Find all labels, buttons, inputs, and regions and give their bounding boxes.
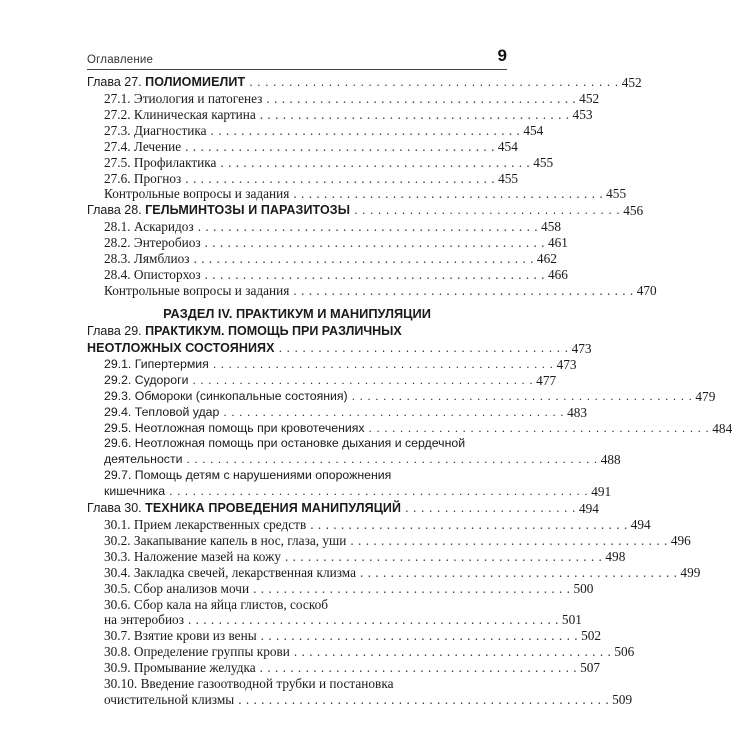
dot-leader: . . . . . . . . . . . . . . . . . . . . . . . . . . . . . . . . . . . . . . . . . . . . . (193, 251, 534, 267)
item-title: 27.2. Клиническая картина (104, 106, 256, 122)
chapter-label: Глава 27. (87, 75, 142, 89)
page-ref: 461 (547, 235, 568, 251)
chapter-label: Глава 30. (87, 501, 142, 516)
chapter-label: Глава 28. (87, 203, 142, 218)
toc-item[interactable] (87, 219, 561, 235)
page-ref: 507 (580, 660, 601, 676)
item-title: 27.5. Профилактика (104, 154, 217, 170)
item-title: 27.4. Лечение (104, 138, 182, 154)
toc-item[interactable] (87, 282, 657, 299)
toc-item[interactable] (87, 372, 557, 389)
toc-page (87, 46, 732, 708)
toc-item-30-10-line1[interactable]: 30.10. Введение газоотводной трубки и постановка (104, 676, 394, 692)
item-title: 29.4. Тепловой удар (104, 404, 220, 419)
toc-item[interactable] (87, 235, 568, 251)
item-title: 30.3. Наложение мазей на кожу (104, 548, 281, 564)
item-title: 28.1. Аскаридоз (104, 219, 194, 235)
dot-leader: . . . . . . . . . . . . . . . . . . . . . . . . . . . . . . . . . . . . . . . . . . . . (223, 404, 565, 419)
dot-leader: . . . . . . . . . . . . . . . . . . . . . . . . . . . . . . . . . . . . . . . . . (185, 170, 496, 186)
dot-leader: . . . . . . . . . . . . . . . . . . . . . . . . . . . . . . . . . . . . . . . . . (210, 122, 521, 138)
page-ref: 499 (680, 564, 701, 580)
page-ref: 494 (578, 501, 599, 517)
dot-leader: . . . . . . . . . . . . . . . . . . . . . . . . . . . . . . . . . . . . . . . . . (266, 91, 577, 106)
toc-item[interactable] (87, 628, 602, 644)
item-title: 27.1. Этиология и патогенез (104, 91, 263, 106)
item-title: 30.1. Прием лекарственных средств (104, 517, 307, 533)
toc-item[interactable] (87, 420, 732, 437)
running-title: Оглавление (87, 54, 154, 66)
page-ref: 452 (621, 75, 642, 90)
chapter-title-line2: НЕОТЛОЖНЫХ СОСТОЯНИЯХ (87, 340, 275, 355)
toc-item-29-7-line2[interactable] (87, 484, 612, 500)
dot-leader: . . . . . . . . . . . . . . . . . . . . . . . . . . . . . . . . . . . . . . . . . . (360, 564, 678, 580)
page-ref: 473 (556, 356, 577, 372)
toc-item[interactable] (87, 122, 544, 139)
toc-item[interactable] (87, 564, 701, 581)
page-ref: 484 (712, 420, 732, 436)
item-title: 27.3. Диагностика (104, 122, 207, 138)
item-title: 30.7. Взятие крови из вены (104, 628, 257, 644)
page-ref: 455 (533, 154, 554, 170)
toc-item-30-6-line1[interactable]: 30.6. Сбор кала на яйца глистов, соскоб (104, 596, 329, 612)
page-ref: 462 (536, 251, 557, 267)
item-title: 30.2. Закапывание капель в нос, глаза, уши (104, 532, 347, 548)
page-ref: 496 (670, 532, 691, 548)
chapter-title-line1: ПРАКТИКУМ. ПОМОЩЬ ПРИ РАЗЛИЧНЫХ (145, 323, 402, 338)
dot-leader: . . . . . . . . . . . . . . . . . . . . . . . . . . . . . . . . . . . . . . . . . . (350, 532, 668, 548)
dot-leader: . . . . . . . . . . . . . . . . . . . . . . . . . . . . . . . . . . . . . . . . . . . . . . . . . . . . . (186, 452, 598, 467)
toc-item[interactable] (87, 186, 627, 202)
page-ref: 455 (498, 170, 519, 186)
dot-leader: . . . . . . . . . . . . . . . . . . . . . . . . . . . . . . . . . . . . . . . . . . (259, 660, 578, 676)
item-title: деятельности (104, 452, 183, 467)
dot-leader: . . . . . . . . . . . . . . . . . . . . . . . . . . . . . . . . . . . . . . . . . (185, 138, 495, 154)
toc-item-29-7-line1[interactable]: 29.7. Помощь детям с нарушениями опорожнения (104, 468, 392, 483)
toc-item[interactable] (87, 644, 635, 660)
toc-item[interactable] (87, 251, 557, 267)
toc-item[interactable] (87, 267, 568, 283)
dot-leader: . . . . . . . . . . . . . . . . . . . . . . . . . . . . . . . . . . . . . . . . . . . . (212, 356, 554, 371)
page-number: 9 (497, 46, 507, 65)
page-ref: 454 (497, 138, 518, 154)
item-title: 29.5. Неотложная помощь при кровотечениях (104, 420, 365, 435)
toc-item[interactable] (87, 356, 577, 373)
page-ref: 466 (548, 267, 568, 283)
dot-leader: . . . . . . . . . . . . . . . . . . . . . . . . . . . . . . . . . . . . . . . . . . . . . . . (249, 75, 619, 89)
chapter-title: ПОЛИОМИЕЛИТ (145, 75, 246, 89)
item-title: на энтеробиоз (104, 612, 184, 628)
item-title: 28.2. Энтеробиоз (104, 235, 201, 251)
item-title: 27.6. Прогноз (104, 170, 182, 186)
toc-item[interactable] (87, 517, 651, 533)
page-header (87, 46, 507, 66)
page-ref: 452 (579, 91, 600, 106)
chapter-27-entry[interactable] (87, 74, 642, 91)
toc-item-30-6-line2[interactable] (87, 612, 582, 628)
dot-leader: . . . . . . . . . . . . . . . . . . . . . . . . . . . . . . . . . . (354, 203, 621, 218)
page-ref: 455 (606, 186, 627, 202)
page-ref: 494 (630, 517, 651, 533)
item-title: 30.9. Промывание желудка (104, 660, 256, 676)
item-title: 29.2. Судороги (104, 372, 189, 387)
page-ref: 477 (536, 372, 557, 388)
toc-item-29-6-line1[interactable]: 29.6. Неотложная помощь при остановке дыхания и сердечной (104, 436, 466, 451)
item-title: 28.3. Лямблиоз (104, 251, 190, 267)
dot-leader: . . . . . . . . . . . . . . . . . . . . . . . . . . . . . . . . . . . . . . . . . . (310, 517, 628, 533)
item-title: 30.8. Определение группы крови (104, 644, 290, 660)
toc-item[interactable] (87, 548, 626, 565)
page-ref: 479 (695, 388, 716, 404)
item-title: Контрольные вопросы и задания (104, 186, 290, 202)
dot-leader: . . . . . . . . . . . . . . . . . . . . . . . . . . . . . . . . . . . . . (278, 340, 569, 355)
dot-leader: . . . . . . . . . . . . . . . . . . . . . . . . . . . . . . . . . . . . . . . . . . . . . (204, 235, 545, 251)
dot-leader: . . . . . . . . . . . . . . . . . . . . . . . . . . . . . . . . . . . . . . . . . . (253, 580, 571, 596)
dot-leader: . . . . . . . . . . . . . . . . . . . . . . . . . . . . . . . . . . . . . . . . . . . . (192, 372, 534, 387)
page-ref: 453 (572, 106, 593, 122)
item-title: 28.4. Описторхоз (104, 267, 201, 283)
dot-leader: . . . . . . . . . . . . . . . . . . . . . . . . . . . . . . . . . . . . . . . . . (293, 186, 604, 202)
page-ref: 488 (600, 452, 621, 468)
page-ref: 473 (571, 340, 592, 356)
dot-leader: . . . . . . . . . . . . . . . . . . . . . . . . . . . . . . . . . . . . . . . . . . . . . . . . . (238, 692, 610, 707)
page-ref: 470 (636, 282, 657, 298)
dot-leader: . . . . . . . . . . . . . . . . . . . . . . . . . . . . . . . . . . . . . . . . . . . . . (197, 219, 539, 235)
item-title: очистительной клизмы (104, 692, 235, 707)
page-ref: 501 (561, 612, 582, 628)
page-ref: 500 (573, 580, 594, 596)
toc-item[interactable] (87, 580, 594, 597)
chapter-28-entry[interactable] (87, 202, 644, 219)
chapter-30-entry[interactable] (87, 500, 599, 517)
chapter-29-entry[interactable] (87, 323, 507, 340)
page-ref: 506 (614, 644, 635, 660)
item-title: 29.1. Гипертермия (104, 356, 209, 371)
item-title: 29.3. Обмороки (синкопальные состояния) (104, 388, 348, 403)
page-ref: 456 (623, 203, 644, 219)
dot-leader: . . . . . . . . . . . . . . . . . . . . . . . . . . . . . . . . . . . . . . . . . . . . . . . . . . . . . . (169, 484, 589, 499)
toc-item[interactable] (87, 404, 588, 421)
toc-item[interactable] (87, 170, 519, 187)
chapter-29-entry-line2[interactable] (87, 340, 592, 357)
dot-leader: . . . . . . . . . . . . . . . . . . . . . . (405, 501, 576, 516)
dot-leader: . . . . . . . . . . . . . . . . . . . . . . . . . . . . . . . . . . . . . . . . . . . . . . . . . (187, 612, 559, 628)
page-ref: 454 (523, 122, 544, 138)
page-ref: 498 (605, 548, 626, 564)
item-title: Контрольные вопросы и задания (104, 282, 290, 298)
dot-leader: . . . . . . . . . . . . . . . . . . . . . . . . . . . . . . . . . . . . . . . . . . (284, 548, 603, 564)
toc-item[interactable] (87, 154, 554, 171)
section-heading: РАЗДЕЛ IV. ПРАКТИКУМ И МАНИПУЛЯЦИИ (163, 305, 431, 321)
item-title: кишечника (104, 484, 166, 499)
dot-leader: . . . . . . . . . . . . . . . . . . . . . . . . . . . . . . . . . . . . . . . . . . . . (351, 388, 693, 403)
dot-leader: . . . . . . . . . . . . . . . . . . . . . . . . . . . . . . . . . . . . . . . . . (220, 154, 531, 170)
dot-leader: . . . . . . . . . . . . . . . . . . . . . . . . . . . . . . . . . . . . . . . . . . . . (368, 420, 710, 435)
toc-item-30-10-line2[interactable] (87, 692, 633, 708)
item-title: 30.5. Сбор анализов мочи (104, 580, 250, 596)
toc-item[interactable] (87, 138, 518, 155)
dot-leader: . . . . . . . . . . . . . . . . . . . . . . . . . . . . . . . . . . . . . . . . . . . . . (204, 267, 545, 283)
dot-leader: . . . . . . . . . . . . . . . . . . . . . . . . . . . . . . . . . . . . . . . . . (259, 106, 570, 122)
toc-item[interactable] (87, 91, 600, 107)
toc-item[interactable] (87, 660, 601, 676)
toc-item[interactable] (87, 532, 691, 549)
toc-item[interactable] (87, 106, 593, 123)
chapter-title: ГЕЛЬМИНТОЗЫ И ПАРАЗИТОЗЫ (145, 203, 351, 218)
header-rule (87, 69, 507, 70)
page-ref: 491 (591, 484, 612, 500)
toc-item-29-6-line2[interactable] (87, 452, 621, 468)
chapter-label: Глава 29. (87, 323, 142, 338)
toc-item[interactable] (87, 388, 716, 405)
dot-leader: . . . . . . . . . . . . . . . . . . . . . . . . . . . . . . . . . . . . . . . . . . (293, 644, 612, 660)
dot-leader: . . . . . . . . . . . . . . . . . . . . . . . . . . . . . . . . . . . . . . . . . . (260, 628, 579, 644)
page-ref: 509 (612, 692, 633, 707)
page-ref: 458 (541, 219, 561, 235)
chapter-title: ТЕХНИКА ПРОВЕДЕНИЯ МАНИПУЛЯЦИЙ (145, 501, 402, 516)
page-ref: 483 (567, 404, 588, 420)
dot-leader: . . . . . . . . . . . . . . . . . . . . . . . . . . . . . . . . . . . . . . . . . . . . . (293, 282, 634, 298)
item-title: 30.4. Закладка свечей, лекарственная клизма (104, 564, 356, 580)
page-ref: 502 (581, 628, 602, 644)
